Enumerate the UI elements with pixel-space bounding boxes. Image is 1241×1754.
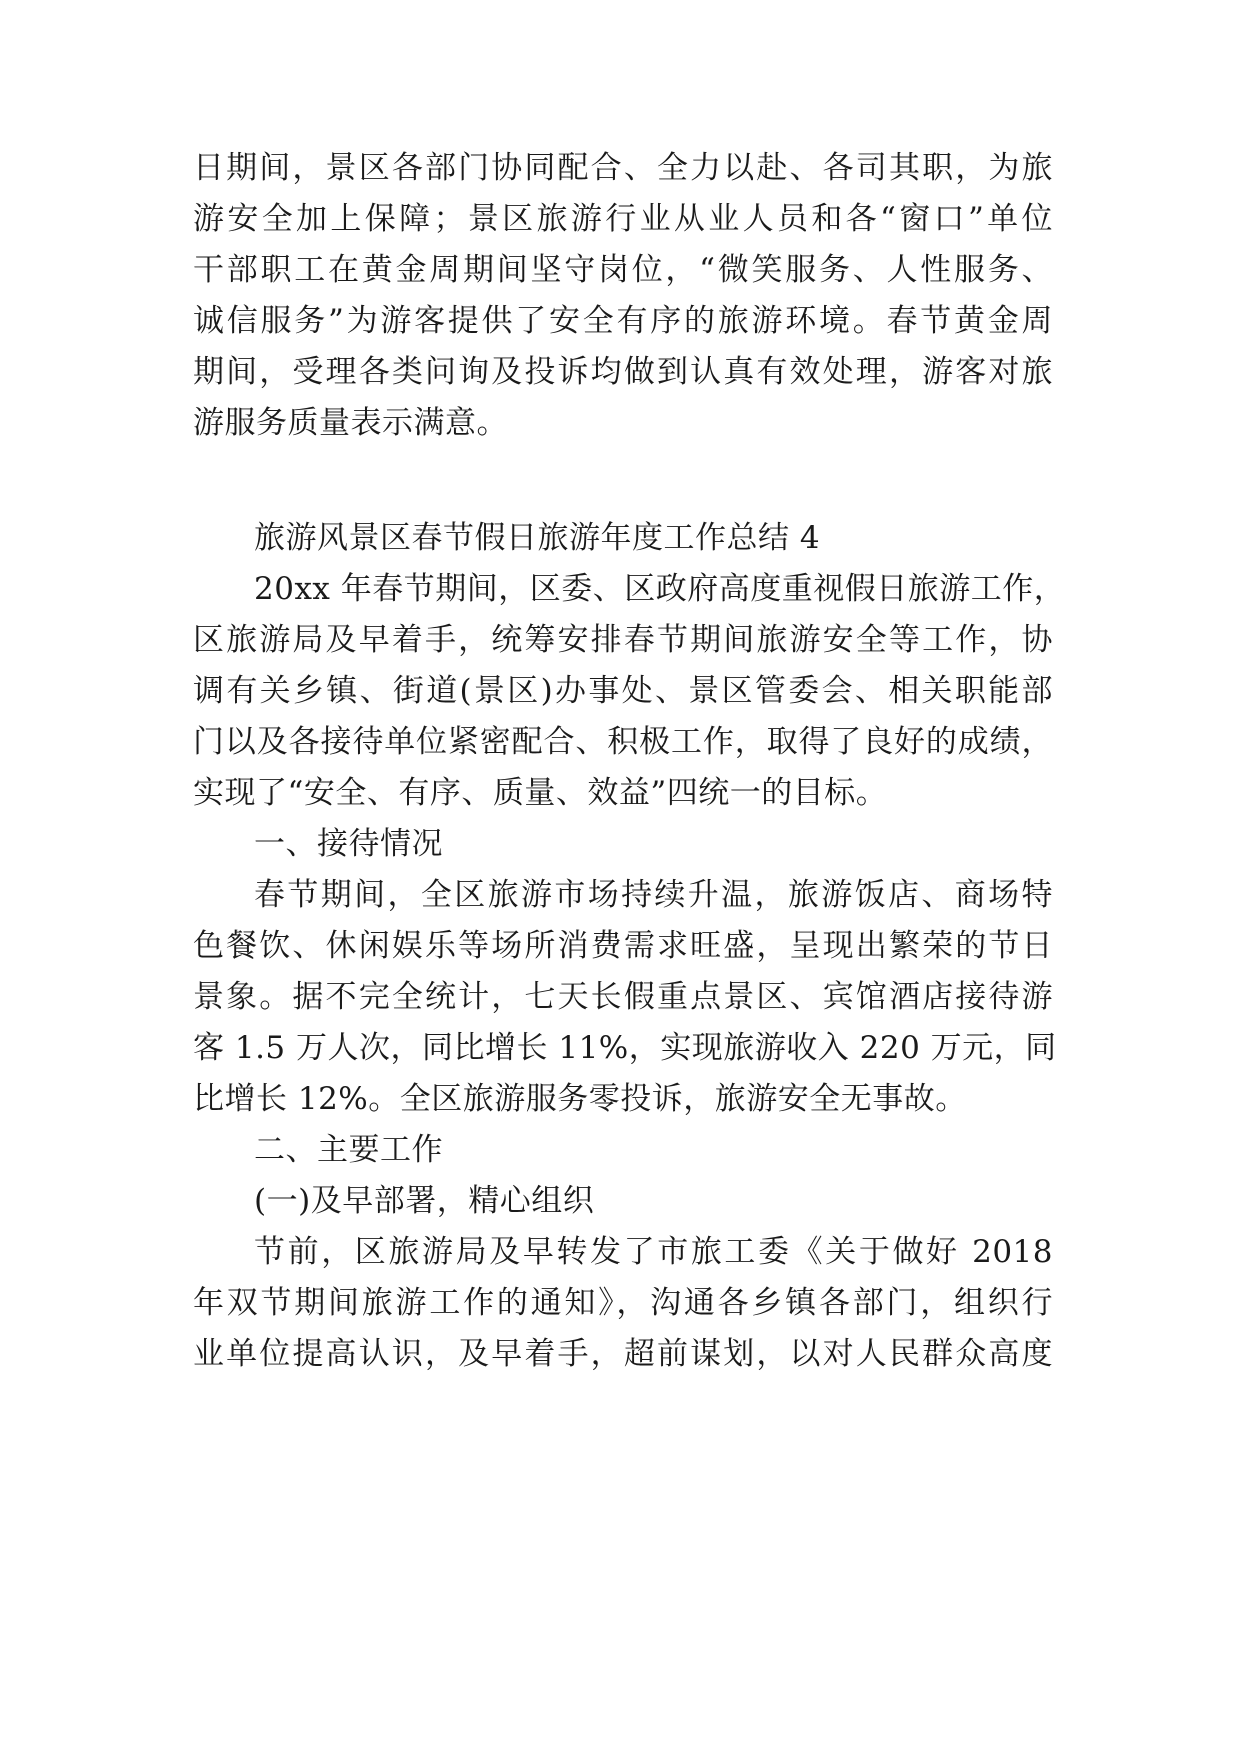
paragraph-line: 诚信服务”为游客提供了安全有序的旅游环境。春节黄金周 [193,303,1053,339]
paragraph-line: 春节期间，全区旅游市场持续升温，旅游饭店、商场特 [254,877,1053,913]
section-title: 旅游风景区春节假日旅游年度工作总结 4 [254,520,821,556]
paragraph-line: 期间，受理各类问询及投诉均做到认真有效处理，游客对旅 [193,354,1053,390]
paragraph-line: 区旅游局及早着手，统筹安排春节期间旅游安全等工作，协 [193,622,1053,658]
paragraph-line: 游安全加上保障；景区旅游行业从业人员和各“窗口”单位 [193,201,1053,237]
paragraph-line: 节前，区旅游局及早转发了市旅工委《关于做好 2018 [254,1234,1053,1270]
paragraph-line: 景象。据不完全统计，七天长假重点景区、宾馆酒店接待游 [193,979,1053,1015]
paragraph-line: 色餐饮、休闲娱乐等场所消费需求旺盛，呈现出繁荣的节日 [193,928,1053,964]
paragraph-line: 比增长 12%。全区旅游服务零投诉，旅游安全无事故。 [193,1081,967,1117]
section-heading: 二、主要工作 [254,1132,443,1168]
subsection-heading: (一)及早部署，精心组织 [254,1183,595,1219]
paragraph-line: 业单位提高认识，及早着手，超前谋划，以对人民群众高度 [193,1336,1053,1372]
section-heading: 一、接待情况 [254,826,443,862]
paragraph-line: 客 1.5 万人次，同比增长 11%，实现旅游收入 220 万元，同 [193,1030,1057,1066]
paragraph-line: 游服务质量表示满意。 [193,405,508,441]
paragraph-line: 20xx 年春节期间，区委、区政府高度重视假日旅游工作， [254,571,1066,607]
paragraph-line: 年双节期间旅游工作的通知》，沟通各乡镇各部门，组织行 [193,1285,1053,1321]
paragraph-line: 干部职工在黄金周期间坚守岗位，“微笑服务、人性服务、 [193,252,1053,288]
paragraph-line: 调有关乡镇、街道(景区)办事处、景区管委会、相关职能部 [193,673,1053,709]
paragraph-line: 实现了“安全、有序、质量、效益”四统一的目标。 [193,775,888,811]
paragraph-line: 门以及各接待单位紧密配合、积极工作，取得了良好的成绩， [193,724,1053,760]
paragraph-line: 日期间，景区各部门协同配合、全力以赴、各司其职，为旅 [193,150,1053,186]
